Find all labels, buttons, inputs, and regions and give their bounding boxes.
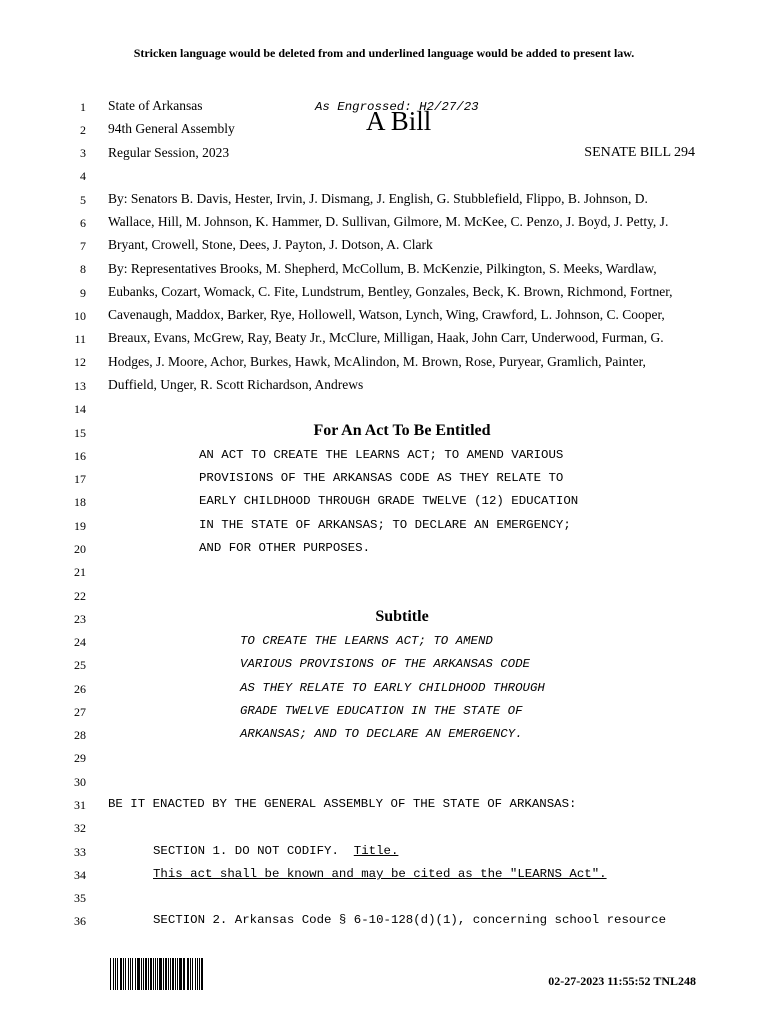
barcode-bar	[135, 958, 136, 990]
barcode-bar	[170, 958, 171, 990]
line-number: 36	[74, 914, 86, 928]
barcode-bar	[168, 958, 169, 990]
barcode-bar	[117, 958, 118, 990]
line-number: 29	[74, 751, 86, 765]
footer-timestamp: 02-27-2023 11:55:52 TNL248	[548, 974, 696, 988]
barcode-bar	[153, 958, 154, 990]
sponsor-line: Bryant, Crowell, Stone, Dees, J. Payton, J. Dotson, A. Clark	[108, 237, 433, 252]
subtitle-line: ARKANSAS; AND TO DECLARE AN EMERGENCY.	[240, 727, 523, 741]
sponsor-line: Cavenaugh, Maddox, Barker, Rye, Hollowell, Watson, Lynch, Wing, Crawford, L. Johnson, C. Cooper,	[108, 307, 665, 322]
line-number: 10	[74, 309, 86, 323]
barcode-bar	[120, 958, 122, 990]
barcode-bar	[190, 958, 191, 990]
barcode-bar	[128, 958, 129, 990]
line-number: 17	[74, 472, 86, 486]
sponsor-line: Breaux, Evans, McGrew, Ray, Beaty Jr., McClure, Milligan, Haak, John Carr, Underwood, Furman, G.	[108, 330, 664, 345]
line-number: 23	[74, 612, 86, 626]
barcode-bar	[187, 958, 189, 990]
barcode-bar	[115, 958, 116, 990]
barcode-bar	[159, 958, 161, 990]
bill-number: SENATE BILL 294	[584, 145, 695, 160]
barcode-bar	[123, 958, 124, 990]
subtitle-line: TO CREATE THE LEARNS ACT; TO AMEND	[240, 634, 493, 648]
barcode-bar	[179, 958, 181, 990]
line-number: 21	[74, 565, 86, 579]
strike-underline-notice: Stricken language would be deleted from and underlined language would be added to present law.	[133, 46, 635, 60]
line-number: 20	[74, 542, 86, 556]
line-number: 11	[74, 332, 86, 346]
line-number: 18	[74, 495, 86, 509]
line-number: 28	[74, 728, 86, 742]
barcode-bar	[197, 958, 198, 990]
section-1-title: Title.	[353, 844, 399, 858]
state-name: State of Arkansas	[108, 98, 203, 113]
subtitle-line: AS THEY RELATE TO EARLY CHILDHOOD THROUGH	[240, 681, 545, 695]
line-number: 1	[80, 100, 86, 114]
line-number: 35	[74, 891, 86, 905]
subtitle-heading: Subtitle	[375, 608, 429, 625]
barcode-bar	[175, 958, 176, 990]
enacting-clause: BE IT ENACTED BY THE GENERAL ASSEMBLY OF THE STATE OF ARKANSAS:	[108, 797, 577, 811]
barcode-bar	[199, 958, 200, 990]
barcode-bar	[141, 958, 142, 990]
line-number: 5	[80, 193, 86, 207]
sponsor-line: Eubanks, Cozart, Womack, C. Fite, Lundstrum, Bentley, Gonzales, Beck, K. Brown, Richmond, Fortner,	[108, 284, 673, 299]
line-number: 14	[74, 402, 86, 416]
barcode-bar	[137, 958, 139, 990]
line-number: 2	[80, 123, 86, 137]
line-number: 31	[74, 798, 86, 812]
sponsor-line: Hodges, J. Moore, Achor, Burkes, Hawk, McAlindon, M. Brown, Rose, Puryear, Gramlich, Painter,	[108, 354, 646, 369]
barcode-bar	[163, 958, 164, 990]
section-1-text: This act shall be known and may be cited as the "LEARNS Act".	[153, 867, 607, 881]
general-assembly: 94th General Assembly	[108, 121, 235, 136]
section-2-text: SECTION 2. Arkansas Code § 6-10-128(d)(1), concerning school resource	[153, 913, 667, 927]
line-number: 16	[74, 449, 86, 463]
subtitle-line: VARIOUS PROVISIONS OF THE ARKANSAS CODE	[240, 657, 530, 671]
barcode-bar	[201, 958, 203, 990]
act-title-line: AN ACT TO CREATE THE LEARNS ACT; TO AMEND VARIOUS	[199, 448, 564, 462]
sponsor-line: By: Representatives Brooks, M. Shepherd, McCollum, B. McKenzie, Pilkington, S. Meeks, Wardlaw,	[108, 261, 657, 276]
line-number: 19	[74, 519, 86, 533]
section-1-label: SECTION 1. DO NOT CODIFY.	[153, 844, 339, 858]
barcode-bar	[132, 958, 134, 990]
line-number: 25	[74, 658, 86, 672]
line-number: 13	[74, 379, 86, 393]
engrossed-stamp: As Engrossed: H2/27/23	[315, 100, 479, 114]
line-number: 30	[74, 775, 86, 789]
act-title-line: AND FOR OTHER PURPOSES.	[199, 541, 371, 555]
line-number: 15	[74, 426, 86, 440]
barcode-bar	[110, 958, 111, 990]
sponsor-line: Wallace, Hill, M. Johnson, K. Hammer, D. Sullivan, Gilmore, M. McKee, C. Penzo, J. Boyd, J. Petty, J.	[108, 214, 669, 229]
line-number: 6	[80, 216, 86, 230]
sponsor-line: Duffield, Unger, R. Scott Richardson, Andrews	[108, 377, 364, 392]
act-title-line: PROVISIONS OF THE ARKANSAS CODE AS THEY RELATE TO	[199, 471, 564, 485]
barcode-bar	[184, 958, 185, 990]
barcode-bar	[165, 958, 167, 990]
barcode-bar	[183, 958, 184, 990]
line-number: 4	[80, 169, 86, 183]
line-number: 7	[80, 239, 86, 253]
barcode-bar	[195, 958, 196, 990]
barcode-bar	[150, 958, 152, 990]
section-1-heading	[153, 844, 398, 858]
act-title-line: IN THE STATE OF ARKANSAS; TO DECLARE AN EMERGENCY;	[199, 518, 571, 532]
barcode	[110, 958, 204, 990]
barcode-bar	[157, 958, 158, 990]
line-number: 27	[74, 705, 86, 719]
barcode-bar	[125, 958, 127, 990]
line-number: 26	[74, 682, 86, 696]
line-number: 33	[74, 845, 86, 859]
line-number: 12	[74, 355, 86, 369]
line-number: 22	[74, 589, 86, 603]
entitled-heading: For An Act To Be Entitled	[313, 422, 491, 439]
document-type: A Bill	[366, 106, 432, 136]
line-number: 34	[74, 868, 86, 882]
barcode-bar	[192, 958, 194, 990]
session: Regular Session, 2023	[108, 145, 230, 160]
line-number: 3	[80, 146, 86, 160]
barcode-bar	[145, 958, 147, 990]
barcode-bar	[177, 958, 178, 990]
subtitle-line: GRADE TWELVE EDUCATION IN THE STATE OF	[240, 704, 523, 718]
barcode-bar	[143, 958, 144, 990]
line-number: 8	[80, 262, 86, 276]
line-number: 24	[74, 635, 86, 649]
barcode-bar	[155, 958, 156, 990]
sponsor-line: By: Senators B. Davis, Hester, Irvin, J. Dismang, J. English, G. Stubblefield, Flippo, B. Johnson, D.	[108, 191, 648, 206]
barcode-bar	[148, 958, 149, 990]
barcode-bar	[113, 958, 115, 990]
line-number: 32	[74, 821, 86, 835]
act-title-line: EARLY CHILDHOOD THROUGH GRADE TWELVE (12) EDUCATION	[199, 494, 579, 508]
barcode-bar	[130, 958, 131, 990]
line-number: 9	[80, 286, 86, 300]
barcode-bar	[172, 958, 174, 990]
